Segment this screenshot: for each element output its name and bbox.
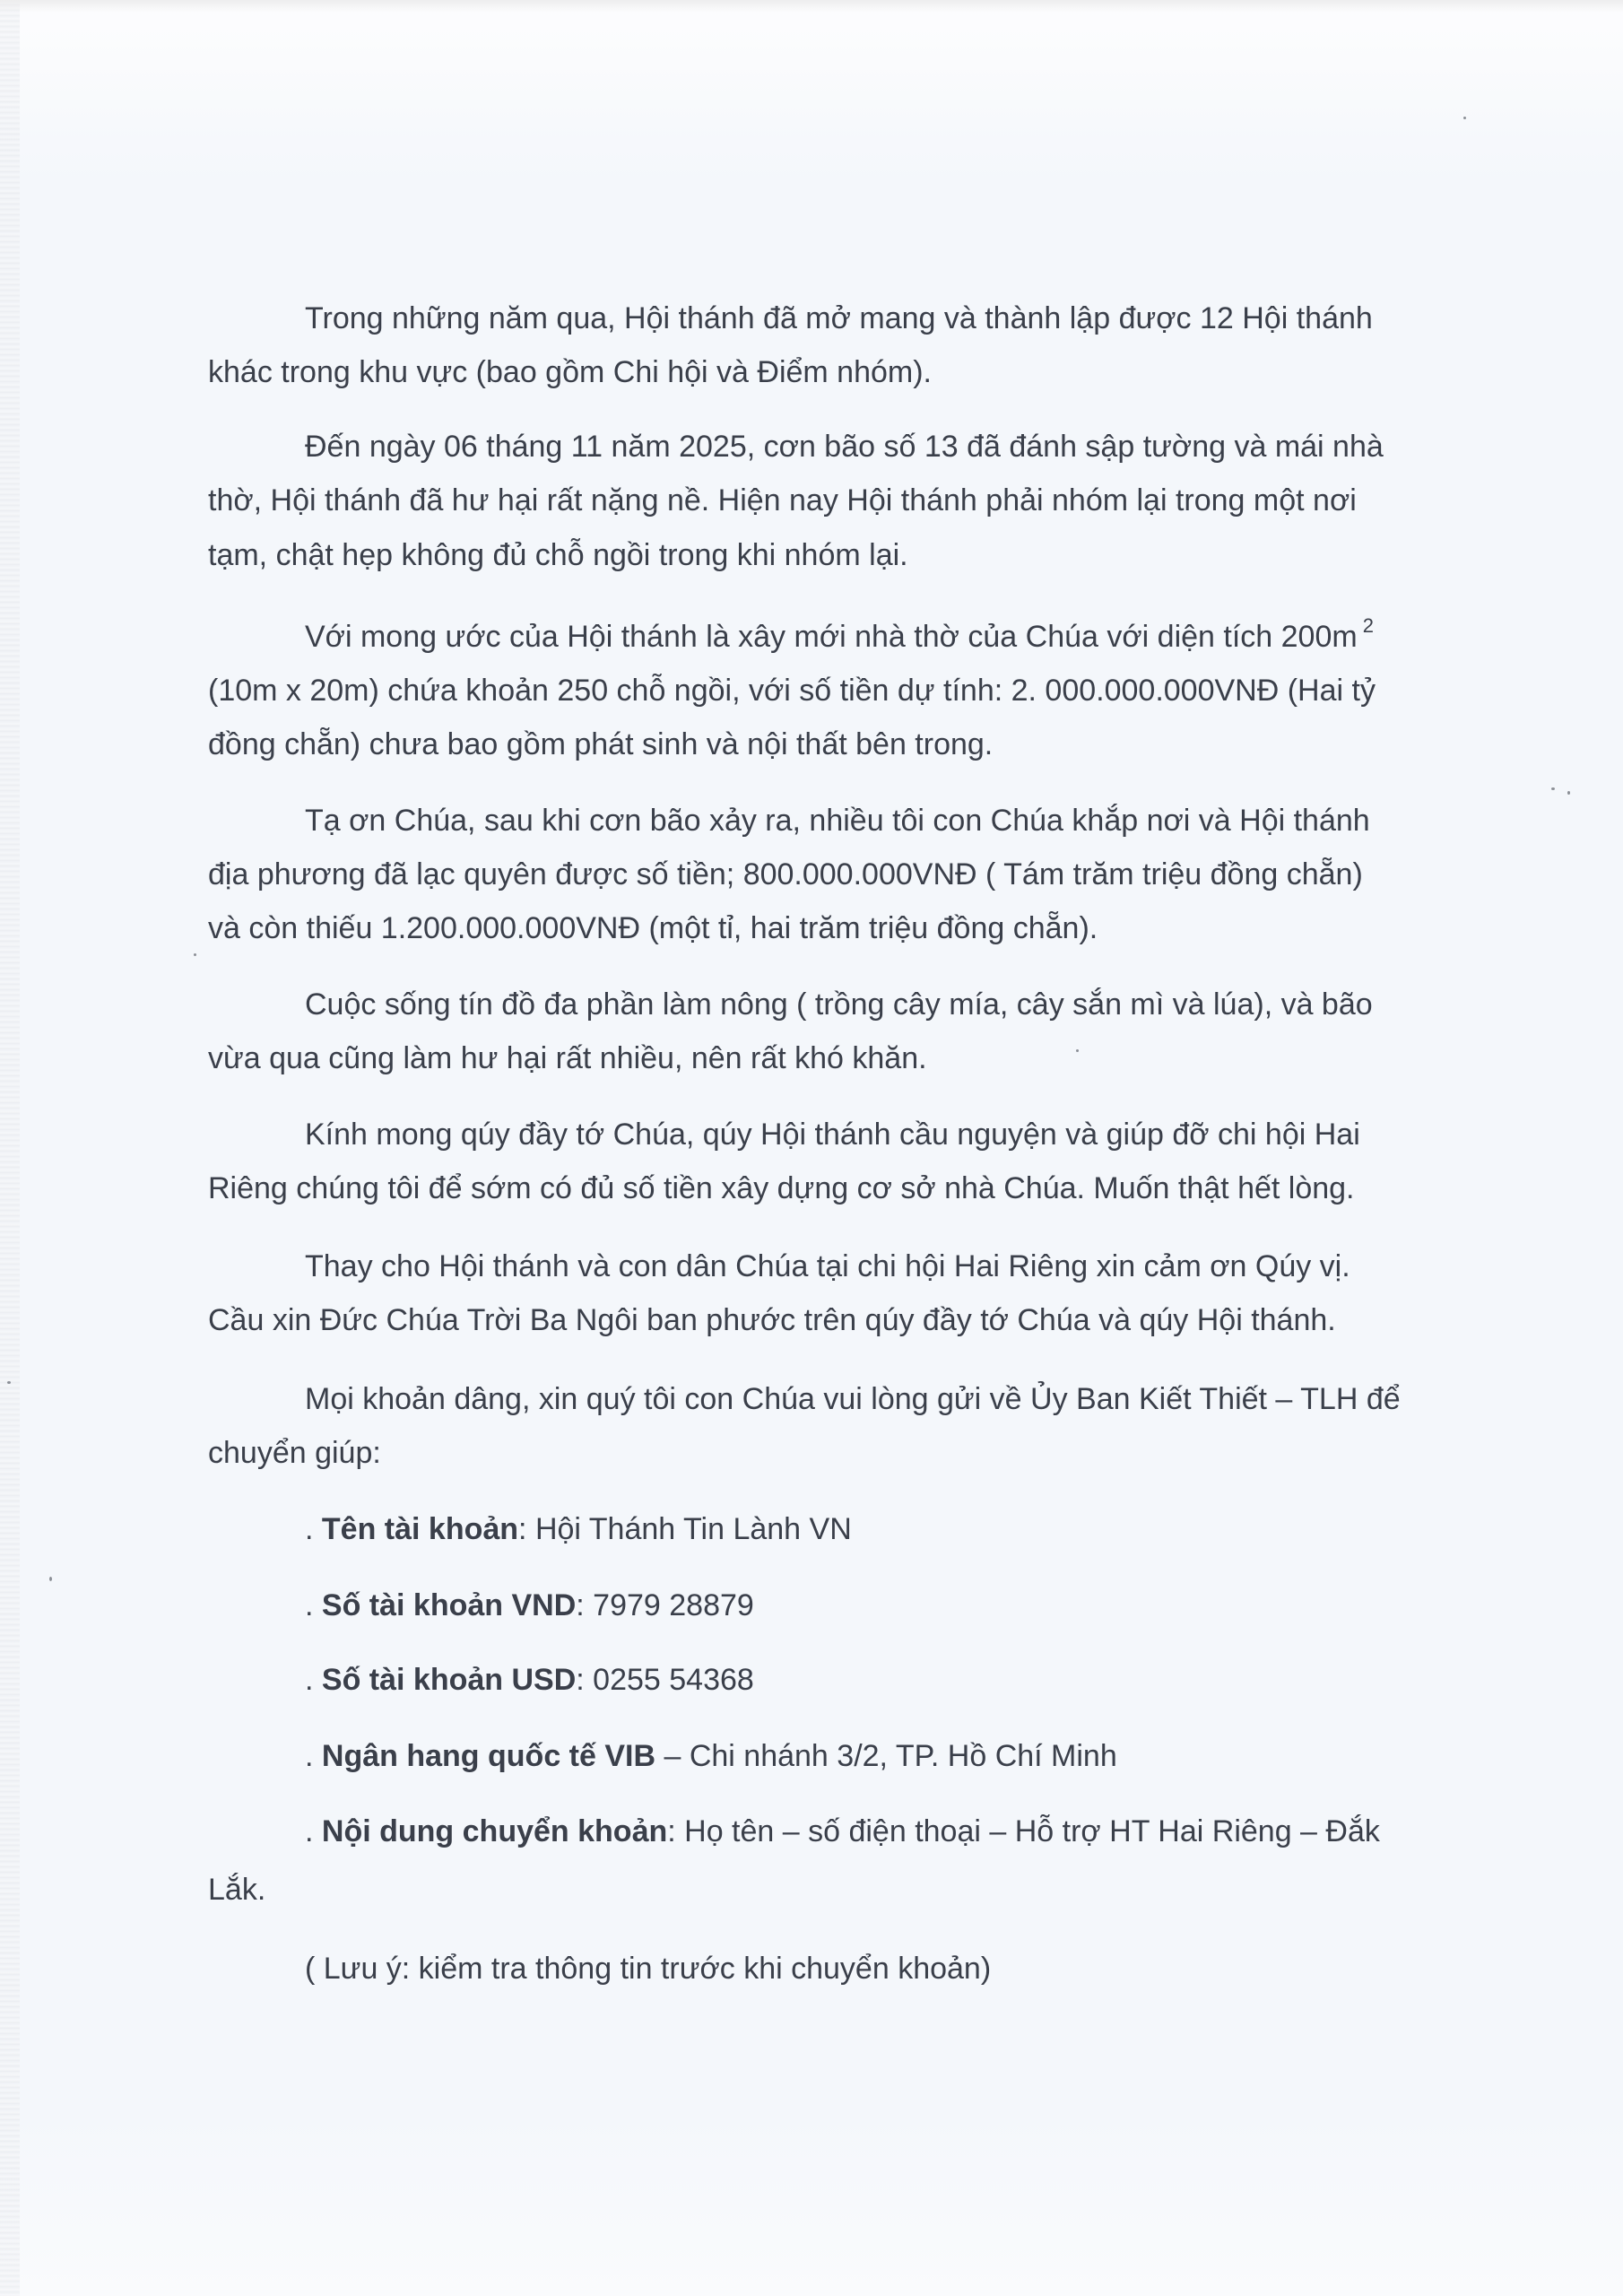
- paragraph-3-line-1-text: Với mong ước của Hội thánh là xây mới nhà thờ của Chúa với diện tích 200m: [305, 620, 1358, 654]
- bank-name-value: – Chi nhánh 3/2, TP. Hồ Chí Minh: [655, 1739, 1117, 1773]
- scan-speck: [1551, 787, 1555, 790]
- paragraph-3-line-1: [305, 610, 1374, 667]
- paragraph-8-line-1: Mọi khoản dâng, xin quý tôi con Chúa vui lòng gửi về Ủy Ban Kiết Thiết – TLH để: [305, 1382, 1401, 1416]
- bank-name-label: Ngân hang quốc tế VIB: [321, 1739, 656, 1773]
- account-number-vnd-row: . Số tài khoản VND: 7979 28879: [305, 1588, 754, 1622]
- account-name-row: . Tên tài khoản: Hội Thánh Tin Lành VN: [305, 1512, 852, 1546]
- transfer-content-value: : Họ tên – số điện thoại – Hỗ trợ HT Hai Riêng – Đắk: [667, 1814, 1380, 1848]
- account-number-usd-row: . Số tài khoản USD: 0255 54368: [305, 1663, 754, 1697]
- transfer-content-continuation: Lắk.: [208, 1873, 266, 1907]
- paragraph-2-line-2: thờ, Hội thánh đã hư hại rất nặng nề. Hiện nay Hội thánh phải nhóm lại trong một nơi: [208, 483, 1357, 517]
- scan-speck: [1463, 117, 1466, 119]
- paragraph-7-line-1: Thay cho Hội thánh và con dân Chúa tại chi hội Hai Riêng xin cảm ơn Qúy vị.: [305, 1249, 1350, 1283]
- scan-speck: [49, 1577, 52, 1581]
- paragraph-3-line-2: (10m x 20m) chứa khoản 250 chỗ ngồi, với số tiền dự tính: 2. 000.000.000VNĐ (Hai tỷ: [208, 674, 1376, 708]
- paragraph-3-line-3: đồng chẵn) chưa bao gồm phát sinh và nội thất bên trong.: [208, 727, 994, 761]
- scan-speck: [194, 953, 196, 956]
- paragraph-1-line-2: khác trong khu vực (bao gồm Chi hội và Điểm nhóm).: [208, 355, 933, 389]
- paragraph-6-line-2: Riêng chúng tôi để sớm có đủ số tiền xây dựng cơ sở nhà Chúa. Muốn thật hết lòng.: [208, 1171, 1355, 1205]
- paragraph-8-line-2: chuyển giúp:: [208, 1436, 381, 1470]
- account-name-value: : Hội Thánh Tin Lành VN: [518, 1512, 852, 1546]
- paragraph-1-line-1: Trong những năm qua, Hội thánh đã mở mang và thành lập được 12 Hội thánh: [305, 301, 1373, 335]
- verification-note: ( Lưu ý: kiểm tra thông tin trước khi chuyển khoản): [305, 1952, 992, 1986]
- paragraph-4-line-1: Tạ ơn Chúa, sau khi cơn bão xảy ra, nhiều tôi con Chúa khắp nơi và Hội thánh: [305, 804, 1370, 838]
- paragraph-4-line-3: và còn thiếu 1.200.000.000VNĐ (một tỉ, hai trăm triệu đồng chẵn).: [208, 911, 1098, 945]
- transfer-content-label: Nội dung chuyển khoản: [321, 1814, 668, 1848]
- bank-name-row: . Ngân hang quốc tế VIB – Chi nhánh 3/2, TP. Hồ Chí Minh: [305, 1739, 1117, 1773]
- account-number-vnd-value: : 7979 28879: [576, 1588, 754, 1622]
- area-superscript: 2: [1362, 614, 1374, 637]
- scan-speck: [1076, 1049, 1079, 1052]
- transfer-content-row: . Nội dung chuyển khoản: Họ tên – số điện thoại – Hỗ trợ HT Hai Riêng – Đắk: [305, 1814, 1380, 1848]
- account-number-vnd-label: Số tài khoản VND: [321, 1588, 577, 1622]
- paragraph-4-line-2: địa phương đã lạc quyên được số tiền; 800.000.000VNĐ ( Tám trăm triệu đồng chẵn): [208, 857, 1363, 891]
- account-number-usd-value: : 0255 54368: [576, 1663, 754, 1697]
- paragraph-5-line-2: vừa qua cũng làm hư hại rất nhiều, nên rất khó khăn.: [208, 1041, 927, 1075]
- paragraph-2-line-1: Đến ngày 06 tháng 11 năm 2025, cơn bão số 13 đã đánh sập tường và mái nhà: [305, 430, 1384, 464]
- scan-speck: [7, 1381, 11, 1384]
- paragraph-5-line-1: Cuộc sống tín đồ đa phần làm nông ( trồng cây mía, cây sắn mì và lúa), và bão: [305, 987, 1373, 1022]
- scan-speck: [1567, 791, 1570, 795]
- paragraph-6-line-1: Kính mong qúy đầy tớ Chúa, qúy Hội thánh cầu nguyện và giúp đỡ chi hội Hai: [305, 1118, 1360, 1152]
- paragraph-2-line-3: tạm, chật hẹp không đủ chỗ ngồi trong khi nhóm lại.: [208, 538, 908, 572]
- account-name-label: Tên tài khoản: [321, 1512, 519, 1546]
- paragraph-7-line-2: Cầu xin Đức Chúa Trời Ba Ngôi ban phước trên qúy đầy tớ Chúa và qúy Hội thánh.: [208, 1303, 1336, 1337]
- account-number-usd-label: Số tài khoản USD: [321, 1663, 577, 1697]
